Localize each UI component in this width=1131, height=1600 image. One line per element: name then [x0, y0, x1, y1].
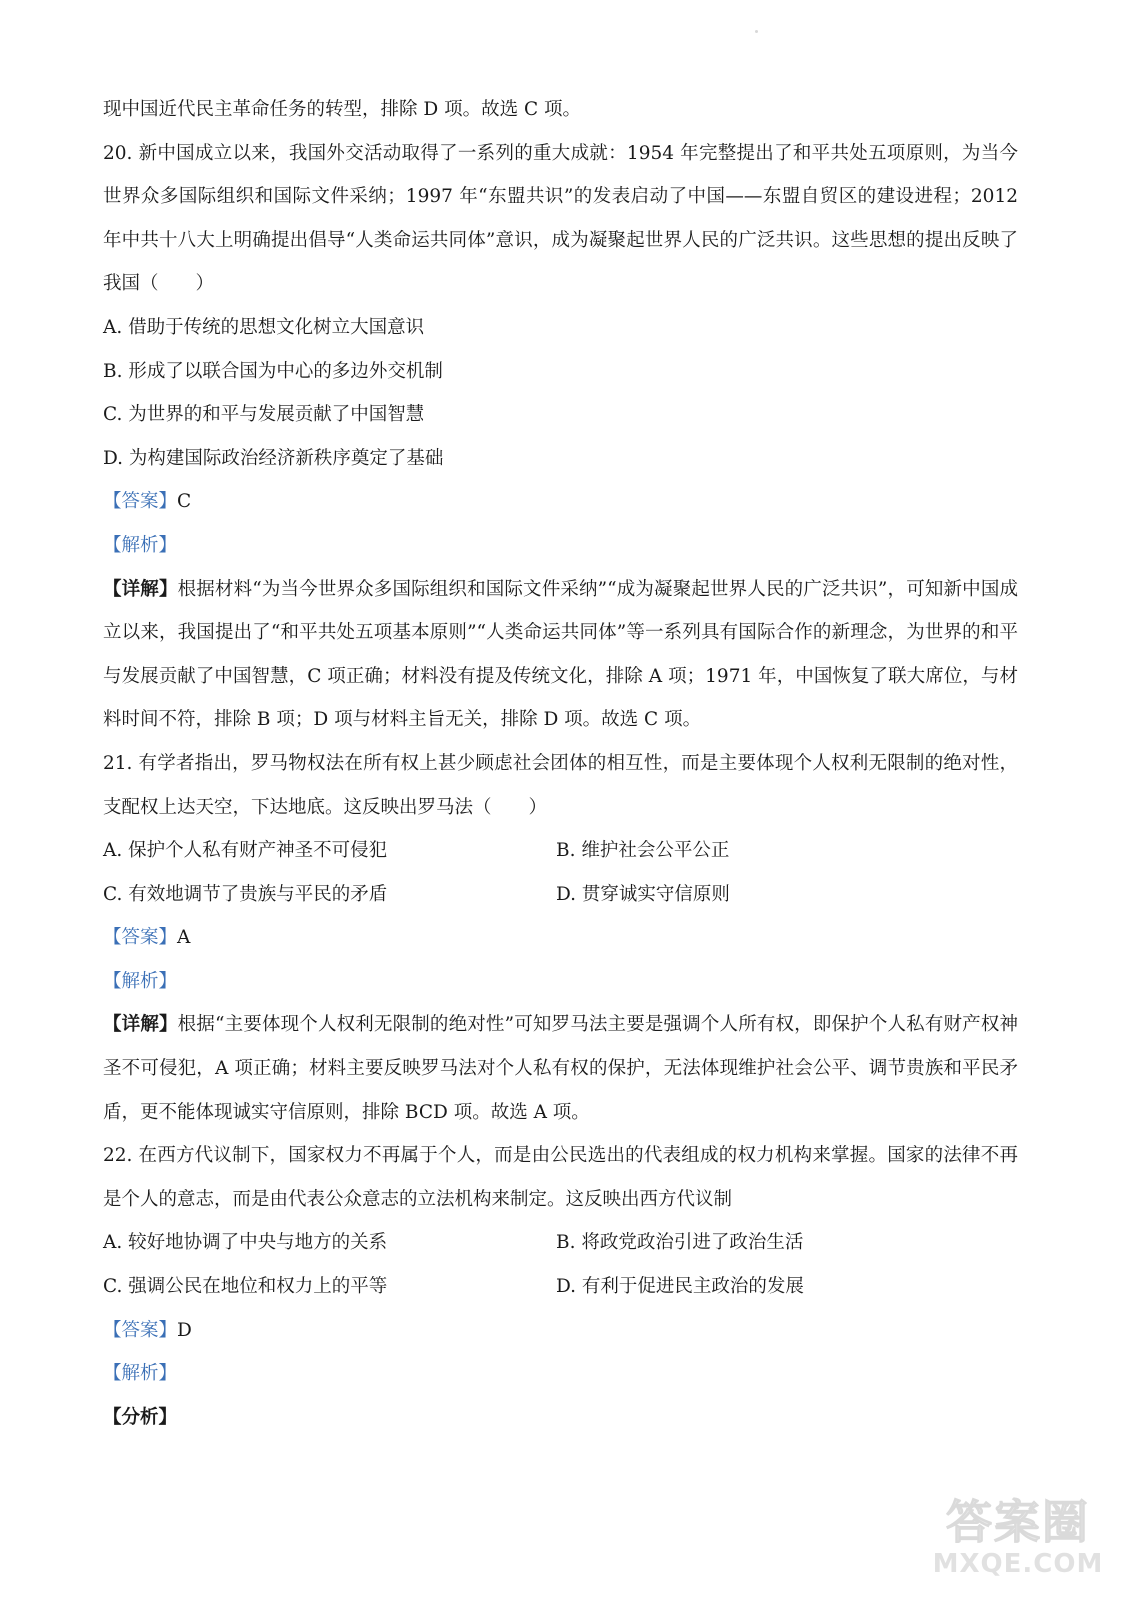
question-stem: 20. 新中国成立以来，我国外交活动取得了一系列的重大成就：1954 年完整提出了和平共处五项原则，为当今世界众多国际组织和国际文件采纳；1997 年“东盟共识”的发表启动了中国——东盟自贸区的建设进程；2012 年中共十八大上明确提出倡导“人类命运共同体”意识，成为凝聚起世界人民的广泛共识。这些思想的提出反映了我国（ ）: [103, 142, 1018, 295]
answer-line: [103, 480, 1018, 524]
detail-paragraph: [103, 1003, 1018, 1134]
watermark-logo: 答案圈: [946, 1495, 1090, 1549]
option-d: D. 有利于促进民主政治的发展: [556, 1276, 804, 1298]
watermark: [923, 1495, 1113, 1590]
question-21: [103, 742, 1018, 1134]
watermark-url: MXQE.COM: [932, 1549, 1104, 1579]
option-d: D. 为构建国际政治经济新秩序奠定了基础: [103, 447, 444, 469]
answer-tag: 【答案】: [103, 1319, 178, 1341]
answer-line: [103, 916, 1018, 960]
option-a: A. 较好地协调了中央与地方的关系: [103, 1232, 388, 1254]
detail-text: 根据材料“为当今世界众多国际组织和国际文件采纳”“成为凝聚起世界人民的广泛共识”，可知新中国成立以来，我国提出了“和平共处五项基本原则”“人类命运共同体”等一系列具有国际合作的新理念，为世界的和平与发展贡献了中国智慧，C 项正确；材料没有提及传统文化，排除 A 项；1971 年，中国恢复了联大席位，与材料时间不符，排除 B 项；D 项与材料主旨无关，排除 D 项。故选 C 项。: [103, 578, 1018, 731]
option-b: B. 维护社会公平公正: [556, 840, 730, 862]
option-row: [103, 829, 1018, 873]
question-stem: 21. 有学者指出，罗马物权法在所有权上甚少顾虑社会团体的相互性，而是主要体现个人权利无限制的绝对性，支配权上达天空，下达地底。这反映出罗马法（ ）: [103, 752, 1018, 818]
analysis-tag: 【解析】: [103, 534, 178, 556]
continued-text: 现中国近代民主革命任务的转型，排除 D 项。故选 C 项。: [103, 99, 582, 120]
option-row: [103, 1265, 1018, 1309]
answer-tag: 【答案】: [103, 927, 178, 949]
option-d: D. 贯穿诚实守信原则: [556, 883, 730, 905]
analysis-tag: 【解析】: [103, 970, 178, 992]
detail-tag: 【详解】: [103, 1014, 178, 1036]
option-c: C. 为世界的和平与发展贡献了中国智慧: [103, 404, 425, 426]
answer-value: D: [177, 1319, 192, 1341]
option-c: C. 有效地调节了贵族与平民的矛盾: [103, 883, 388, 905]
detail-tag: 【详解】: [103, 578, 178, 600]
option-a: A. 借助于传统的思想文化树立大国意识: [103, 316, 425, 338]
detail-text: 根据“主要体现个人权利无限制的绝对性”可知罗马法主要是强调个人所有权，即保护个人私有财产权神圣不可侵犯，A 项正确；材料主要反映罗马法对个人私有权的保护，无法体现维护社会公平、调节贵族和平民矛盾，更不能体现诚实守信原则，排除 BCD 项。故选 A 项。: [103, 1014, 1018, 1123]
answer-value: C: [177, 491, 192, 513]
document-body: [103, 88, 1018, 1439]
answer-line: [103, 1309, 1018, 1353]
option-b: B. 将政党政治引进了政治生活: [556, 1232, 804, 1254]
option-row: [103, 873, 1018, 917]
detail-paragraph: [103, 568, 1018, 742]
answer-tag: 【答案】: [103, 491, 178, 513]
question-22: [103, 1134, 1018, 1439]
analysis-tag: 【解析】: [103, 1363, 178, 1385]
option-b: B. 形成了以联合国为中心的多边外交机制: [103, 360, 443, 382]
option-a: A. 保护个人私有财产神圣不可侵犯: [103, 840, 388, 862]
scan-speck: [755, 30, 758, 33]
fenxi-tag: 【分析】: [103, 1406, 178, 1428]
option-row: [103, 1221, 1018, 1265]
question-stem: 22. 在西方代议制下，国家权力不再属于个人，而是由公民选出的代表组成的权力机构来掌握。国家的法律不再是个人的意志，而是由代表公众意志的立法机构来制定。这反映出西方代议制: [103, 1145, 1018, 1210]
option-c: C. 强调公民在地位和权力上的平等: [103, 1276, 388, 1298]
answer-value: A: [177, 927, 191, 949]
question-20: [103, 132, 1018, 742]
